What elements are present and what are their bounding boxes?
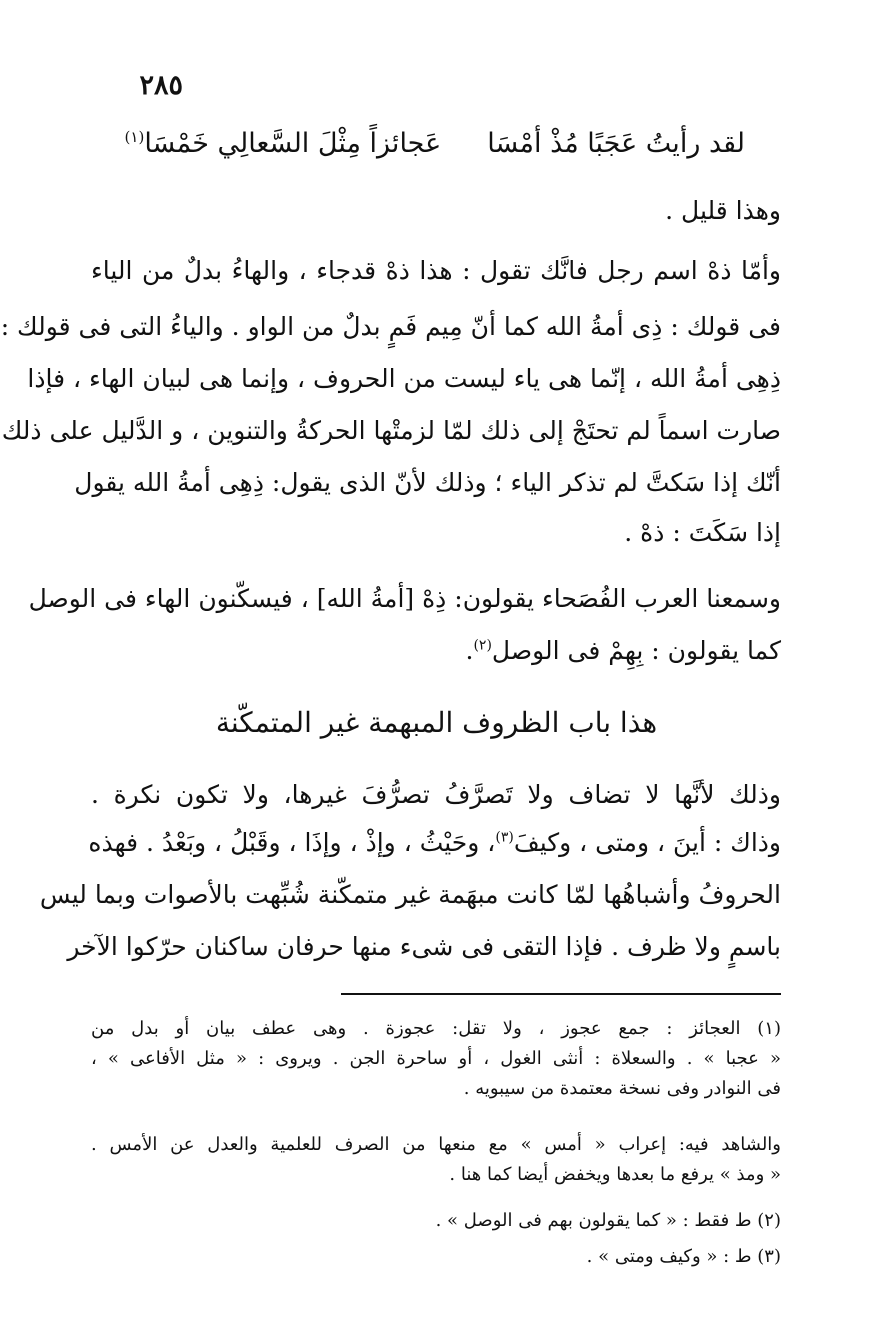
text-line: إذا سَكَتَ : ذهْ . — [624, 518, 781, 547]
footnote-line: (٣) ط : « وكيف ومتى » . — [586, 1246, 781, 1267]
footnote-line: « عجبا » . والسعلاة : أنثى الغول ، أو ساحرة الجن . ويروى : « مثل الأفاعى » ، — [91, 1048, 781, 1069]
text-line: وذلك لأنَّها لا تضاف ولا تَصرَّفُ تصرُّفَ غيرها، ولا تكون نكرة . — [91, 780, 781, 809]
verse-first-hemistich: لقد رأيتُ عَجَبًا مُذْ أمْسَا — [487, 128, 745, 159]
footnote-line: (٢) ط فقط : « كما يقولون بهم فى الوصل » . — [435, 1210, 781, 1231]
text-segment: ، وحَيْثُ ، وإذْ ، وإذَا ، وقَبْلُ ، وبَعْدُ . فهذه — [88, 828, 496, 857]
text-line: فى قولك : ذِى أمةُ الله كما أنّ مِيم فَمٍ بدلٌ من الواو . والياءُ التى فى قولك : — [0, 312, 781, 341]
text-line — [91, 636, 781, 665]
footnote-marker-2: (٢) — [473, 637, 492, 654]
footnote-line: والشاهد فيه: إعراب « أمس » مع منعها من الصرف للعلمية والعدل عن الأمس . — [91, 1134, 781, 1155]
text-segment: وذاك : أينَ ، ومتى ، وكيفَ — [513, 828, 781, 857]
footnote-line: فى النوادر وفى نسخة معتمدة من سيبويه . — [463, 1078, 781, 1099]
text-line: وأمّا ذهْ اسم رجل فانَّك تقول : هذا ذهْ قدجاء ، والهاءُ بدلٌ من الياء — [91, 256, 781, 285]
chapter-heading: هذا باب الظروف المبهمة غير المتمكّنة — [215, 706, 658, 739]
verse-second-hemistich-text: عَجائزاً مِثْلَ السَّعالِي خَمْسَا — [144, 128, 442, 159]
text-line: أنّك إذا سَكتَّ لم تذكر الياء ؛ وذلك لأنّ الذى يقول: ذِهِى أمةُ الله يقول — [74, 468, 781, 497]
footnote-marker-1: (١) — [124, 128, 145, 146]
footnote-line: « ومذ » يرفع ما بعدها ويخفض أيضا كما هنا . — [449, 1164, 781, 1185]
text-line: وهذا قليل . — [665, 196, 781, 225]
text-line — [88, 828, 781, 857]
text-line: باسمٍ ولا ظرف . فإذا التقى فى شىء منها حرفان ساكنان حرّكوا الآخر — [67, 932, 781, 961]
poetry-verse — [105, 128, 745, 159]
text-line: وسمعنا العرب الفُصَحاء يقولون: ذِهْ [أمةُ الله] ، فيسكّنون الهاء فى الوصل — [28, 584, 781, 613]
footnote-separator — [341, 993, 781, 995]
text-segment: . — [465, 636, 474, 665]
verse-second-hemistich — [125, 128, 442, 159]
page-number: ٢٨٥ — [139, 70, 183, 101]
text-line: الحروفُ وأشباهُها لمّا كانت مبهَمة غير متمكّنة شُبِّهت بالأصوات وبما ليس — [39, 880, 781, 909]
text-line: صارت اسماً لم تحتَجْ إلى ذلك لمّا لزمتْها الحركةُ والتنوين ، و الدَّليل على ذلك — [1, 416, 781, 445]
text-line: ذِهِى أمةُ الله ، إنّما هى ياء ليست من الحروف ، وإنما هى لبيان الهاء ، فإذا — [27, 364, 781, 393]
footnote-marker-3: (٣) — [495, 829, 514, 846]
footnote-line: (١) العجائز : جمع عجوز ، ولا تقل: عجوزة . وهى عطف بيان أو بدل من — [91, 1018, 781, 1039]
text-segment: كما يقولون : بِهِمْ فى الوصل — [491, 636, 781, 665]
